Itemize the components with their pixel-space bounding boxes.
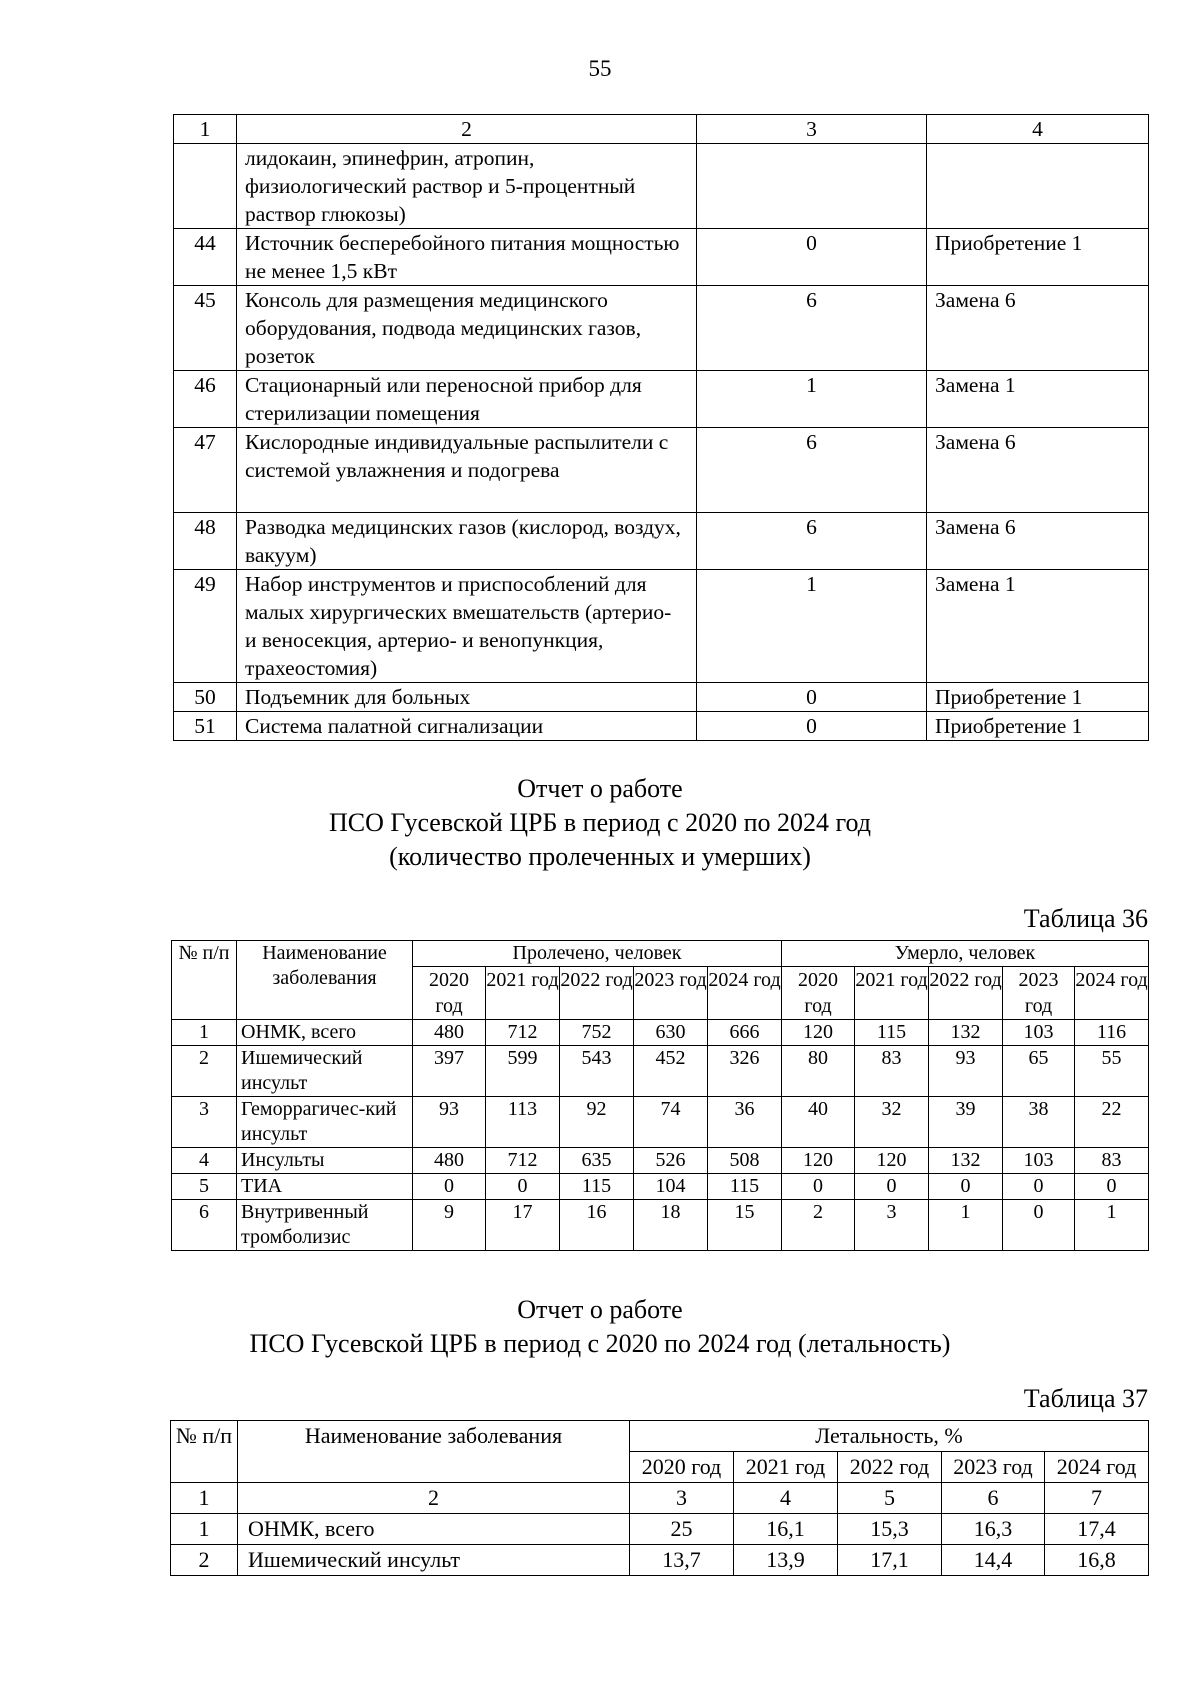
died-value: 0 [855,1174,929,1200]
disease-name: Инсульты [237,1148,413,1174]
row-number: 49 [174,570,237,683]
year-header: 2024 год [1045,1452,1149,1483]
died-value: 83 [1075,1148,1149,1174]
died-value: 116 [1075,1020,1149,1046]
year-header: 2024 год [1075,967,1149,1020]
heading-line: ПСО Гусевской ЦРБ в период с 2020 по 2024 год (летальность) [249,1329,951,1358]
died-value: 120 [782,1020,855,1046]
disease-name: ТИА [237,1174,413,1200]
treated-value: 480 [413,1020,486,1046]
treated-value: 115 [560,1174,634,1200]
item-note: Замена 1 [927,371,1149,428]
item-quantity: 0 [697,683,927,712]
group-header-lethality: Летальность, % [630,1421,1149,1452]
treated-value: 0 [413,1174,486,1200]
table-36-label: Таблица 36 [1023,904,1148,933]
lethality-value: 14,4 [942,1545,1045,1576]
row-number: 6 [172,1200,237,1251]
item-name: Стационарный или переносной прибор для стерилизации помещения [237,371,697,428]
lethality-value: 16,1 [734,1514,838,1545]
item-name: Система палатной сигнализации [237,712,697,741]
died-value: 22 [1075,1097,1149,1148]
row-number: 3 [172,1097,237,1148]
row-number: 1 [171,1514,238,1545]
treated-value: 480 [413,1148,486,1174]
died-value: 132 [929,1020,1003,1046]
item-quantity: 0 [697,229,927,286]
treated-value: 630 [634,1020,708,1046]
item-note: Приобретение 1 [927,683,1149,712]
item-name: Набор инструментов и приспособлений для малых хирургических вмешательств (артерио- и веносекция, артерио- и венопункция, трахеостомия) [237,570,697,683]
table-row [174,513,1149,570]
died-value: 39 [929,1097,1003,1148]
item-note: Замена 6 [927,428,1149,513]
died-value: 83 [855,1046,929,1097]
table-row [174,229,1149,286]
year-header: 2023 год [1003,967,1075,1020]
treated-value: 9 [413,1200,486,1251]
row-number: 46 [174,371,237,428]
table-row [172,1097,1149,1148]
treated-value: 666 [708,1020,782,1046]
table-row [172,1020,1149,1046]
treated-value: 104 [634,1174,708,1200]
row-number: 4 [172,1148,237,1174]
item-quantity: 6 [697,286,927,371]
died-value: 32 [855,1097,929,1148]
item-quantity: 1 [697,371,927,428]
year-header: 2024 год [708,967,782,1020]
died-value: 1 [1075,1200,1149,1251]
table-36 [171,940,1149,1251]
item-name: лидокаин, эпинефрин, атропин, физиологический раствор и 5-процентный раствор глюкозы) [237,144,697,229]
treated-value: 36 [708,1097,782,1148]
died-value: 40 [782,1097,855,1148]
report-heading-1 [0,772,1200,874]
item-note: Приобретение 1 [927,229,1149,286]
row-number [174,144,237,229]
row-number: 44 [174,229,237,286]
died-value: 0 [1003,1174,1075,1200]
header-cell: 3 [697,115,927,144]
died-value: 1 [929,1200,1003,1251]
table-row [174,712,1149,741]
year-header: 2023 год [634,967,708,1020]
table-row [174,570,1149,683]
table-row [174,428,1149,513]
item-note: Замена 6 [927,513,1149,570]
lethality-value: 16,8 [1045,1545,1149,1576]
treated-value: 17 [486,1200,560,1251]
treated-value: 326 [708,1046,782,1097]
disease-name: Внутривенный тромболизис [237,1200,413,1251]
table-row [174,286,1149,371]
treated-value: 74 [634,1097,708,1148]
died-value: 38 [1003,1097,1075,1148]
row-number: 48 [174,513,237,570]
row-number: 50 [174,683,237,712]
year-header: 2021 год [486,967,560,1020]
header-cell: 2 [237,115,697,144]
row-number: 45 [174,286,237,371]
table-37-label: Таблица 37 [1023,1384,1148,1413]
treated-value: 508 [708,1148,782,1174]
index-cell: 5 [838,1483,942,1514]
treated-value: 752 [560,1020,634,1046]
heading-line: (количество пролеченных и умерших) [389,842,811,871]
table-row [172,1200,1149,1251]
item-quantity: 1 [697,570,927,683]
row-number: 2 [171,1545,238,1576]
table-row [171,1545,1149,1576]
died-value: 80 [782,1046,855,1097]
row-number: 51 [174,712,237,741]
table-37 [170,1420,1149,1576]
item-name: Разводка медицинских газов (кислород, воздух, вакуум) [237,513,697,570]
died-value: 65 [1003,1046,1075,1097]
report-heading-2 [0,1293,1200,1361]
died-value: 120 [855,1148,929,1174]
table-row [172,1046,1149,1097]
row-number: 5 [172,1174,237,1200]
lethality-value: 16,3 [942,1514,1045,1545]
died-value: 0 [1075,1174,1149,1200]
treated-value: 18 [634,1200,708,1251]
col-header-name: Наименование заболевания [238,1421,630,1483]
item-quantity: 0 [697,712,927,741]
year-header: 2021 год [855,967,929,1020]
item-name: Подъемник для больных [237,683,697,712]
treated-value: 712 [486,1020,560,1046]
item-note: Замена 6 [927,286,1149,371]
item-quantity: 6 [697,428,927,513]
lethality-value: 25 [630,1514,734,1545]
year-header: 2021 год [734,1452,838,1483]
treated-value: 635 [560,1148,634,1174]
heading-line: Отчет о работе [517,774,683,803]
disease-name: ОНМК, всего [238,1514,630,1545]
year-header: 2020 год [782,967,855,1020]
row-number: 2 [172,1046,237,1097]
group-header-treated: Пролечено, человек [413,941,782,967]
died-value: 0 [1003,1200,1075,1251]
treated-value: 712 [486,1148,560,1174]
item-note: Замена 1 [927,570,1149,683]
page-number: 55 [588,56,612,81]
row-number: 1 [172,1020,237,1046]
year-header: 2022 год [838,1452,942,1483]
item-name: Источник бесперебойного питания мощностью не менее 1,5 кВт [237,229,697,286]
treated-value: 15 [708,1200,782,1251]
died-value: 0 [782,1174,855,1200]
treated-value: 599 [486,1046,560,1097]
treated-value: 543 [560,1046,634,1097]
equipment-table-header [174,115,1149,144]
index-cell: 6 [942,1483,1045,1514]
treated-value: 526 [634,1148,708,1174]
table-row [171,1514,1149,1545]
died-value: 103 [1003,1020,1075,1046]
lethality-value: 15,3 [838,1514,942,1545]
item-note: Приобретение 1 [927,712,1149,741]
heading-line: ПСО Гусевской ЦРБ в период с 2020 по 2024 год [329,808,871,837]
died-value: 93 [929,1046,1003,1097]
lethality-value: 17,1 [838,1545,942,1576]
died-value: 0 [929,1174,1003,1200]
treated-value: 115 [708,1174,782,1200]
died-value: 115 [855,1020,929,1046]
table-row [172,1174,1149,1200]
died-value: 3 [855,1200,929,1251]
index-row [171,1483,1149,1514]
item-quantity [697,144,927,229]
index-cell: 4 [734,1483,838,1514]
disease-name: Ишемический инсульт [238,1545,630,1576]
treated-value: 452 [634,1046,708,1097]
item-note [927,144,1149,229]
died-value: 2 [782,1200,855,1251]
year-header: 2020 год [630,1452,734,1483]
item-name: Консоль для размещения медицинского оборудования, подвода медицинских газов, розеток [237,286,697,371]
table-row [172,1148,1149,1174]
index-cell: 2 [238,1483,630,1514]
died-value: 132 [929,1148,1003,1174]
index-cell: 7 [1045,1483,1149,1514]
index-cell: 3 [630,1483,734,1514]
table-header-row [171,1421,1149,1452]
treated-value: 93 [413,1097,486,1148]
row-number: 47 [174,428,237,513]
header-cell: 1 [174,115,237,144]
disease-name: Геморрагичес-кий инсульт [237,1097,413,1148]
year-header: 2020 год [413,967,486,1020]
year-header: 2022 год [560,967,634,1020]
disease-name: Ишемический инсульт [237,1046,413,1097]
lethality-value: 17,4 [1045,1514,1149,1545]
year-header: 2023 год [942,1452,1045,1483]
lethality-value: 13,9 [734,1545,838,1576]
table-row [174,683,1149,712]
item-name: Кислородные индивидуальные распылители с системой увлажнения и подогрева [237,428,697,513]
treated-value: 397 [413,1046,486,1097]
treated-value: 16 [560,1200,634,1251]
item-quantity: 6 [697,513,927,570]
died-value: 120 [782,1148,855,1174]
disease-name: ОНМК, всего [237,1020,413,1046]
table-row [174,371,1149,428]
index-cell: 1 [171,1483,238,1514]
group-header-died: Умерло, человек [782,941,1149,967]
col-header-num: № п/п [171,1421,238,1483]
heading-line: Отчет о работе [517,1295,683,1324]
table-row [174,144,1149,229]
header-cell: 4 [927,115,1149,144]
col-header-num: № п/п [172,941,237,1020]
year-header: 2022 год [929,967,1003,1020]
died-value: 55 [1075,1046,1149,1097]
treated-value: 92 [560,1097,634,1148]
lethality-value: 13,7 [630,1545,734,1576]
died-value: 103 [1003,1148,1075,1174]
col-header-name: Наименование заболевания [237,941,413,1020]
treated-value: 0 [486,1174,560,1200]
table-header-row [172,941,1149,967]
treated-value: 113 [486,1097,560,1148]
equipment-table [173,114,1149,741]
